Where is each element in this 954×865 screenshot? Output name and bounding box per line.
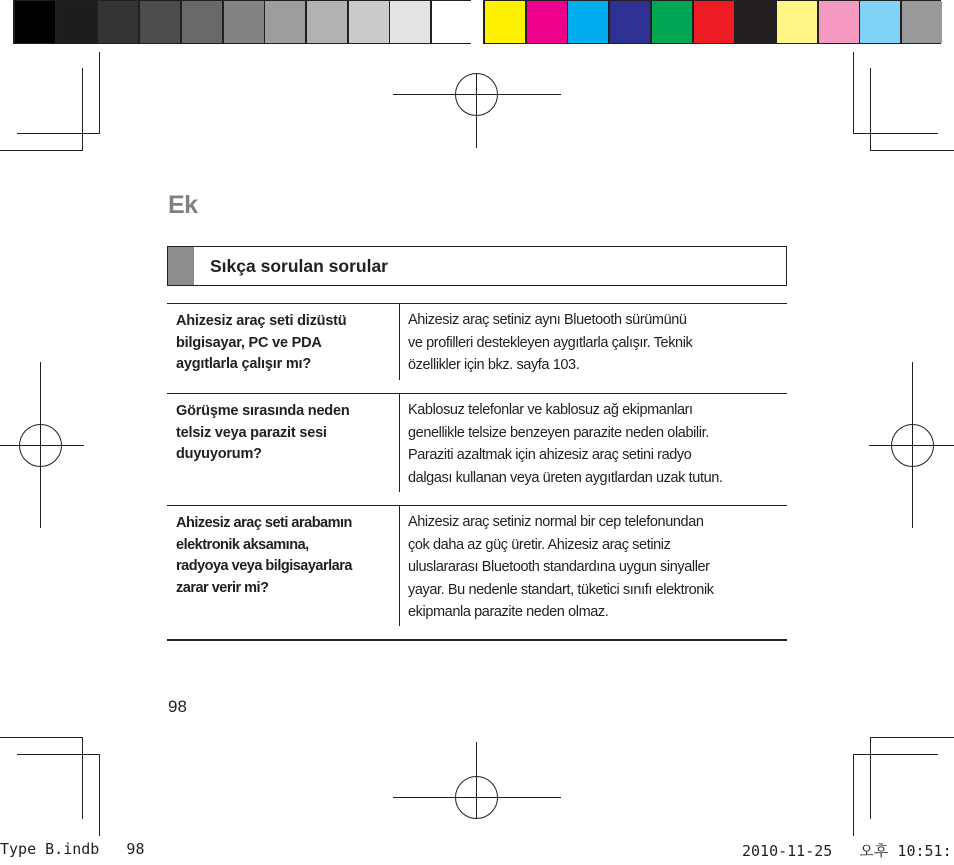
crop-mark bbox=[870, 150, 954, 151]
color-swatch bbox=[432, 1, 472, 43]
table-row bbox=[167, 304, 787, 393]
crop-mark bbox=[870, 737, 954, 738]
page-title: Ek bbox=[168, 191, 198, 219]
color-swatch bbox=[568, 1, 608, 43]
crop-mark bbox=[870, 68, 871, 151]
color-swatch bbox=[307, 1, 347, 43]
color-swatch bbox=[224, 1, 264, 43]
color-swatch bbox=[735, 1, 775, 43]
crop-mark bbox=[17, 133, 100, 134]
color-swatch bbox=[182, 1, 222, 43]
color-swatch bbox=[57, 1, 97, 43]
section-tab-marker bbox=[168, 247, 194, 285]
crop-mark bbox=[17, 754, 100, 755]
faq-table bbox=[167, 303, 787, 641]
color-swatch bbox=[860, 1, 900, 43]
color-swatch bbox=[527, 1, 567, 43]
crop-mark bbox=[853, 52, 854, 134]
crop-mark bbox=[0, 150, 83, 151]
crop-mark bbox=[853, 754, 938, 755]
section-header bbox=[167, 246, 787, 286]
crop-mark bbox=[99, 52, 100, 134]
color-swatch bbox=[140, 1, 180, 43]
color-swatch bbox=[15, 1, 55, 43]
faq-question: Ahizesiz araç seti dizüstü bilgisayar, PC ve PDA aygıtlarla çalışır mı? bbox=[167, 304, 400, 380]
crop-mark bbox=[82, 68, 83, 151]
color-swatch bbox=[485, 1, 525, 43]
table-row bbox=[167, 505, 787, 639]
color-calibration-bar bbox=[483, 0, 941, 44]
color-swatch bbox=[902, 1, 942, 43]
table-row bbox=[167, 393, 787, 505]
faq-question: Ahizesiz araç seti arabamın elektronik aksamına, radyoya veya bilgisayarlara zarar verir mi? bbox=[167, 506, 400, 626]
color-swatch bbox=[349, 1, 389, 43]
faq-answer: Ahizesiz araç setiniz normal bir cep telefonundan çok daha az güç üretir. Ahizesiz araç setiniz uluslararası Bluetooth standardına uygun sinyaller yayar. Bu nedenle standart, tüketici sınıfı elektronik ekipmanla parazite neden olmaz. bbox=[408, 514, 714, 620]
faq-question: Görüşme sırasında neden telsiz veya parazit sesi duyuyorum? bbox=[167, 394, 400, 492]
crop-mark bbox=[853, 754, 854, 836]
color-swatch bbox=[265, 1, 305, 43]
grayscale-bar bbox=[13, 0, 471, 44]
color-swatch bbox=[98, 1, 138, 43]
crop-mark bbox=[853, 133, 938, 134]
slug-file-info: Type B.indb 98 bbox=[0, 840, 145, 858]
color-swatch bbox=[652, 1, 692, 43]
page-number: 98 bbox=[168, 697, 187, 716]
faq-answer: Ahizesiz araç setiniz aynı Bluetooth sürümünü ve profilleri destekleyen aygıtlarla çalışır. Teknik özellikler için bkz. sayfa 103. bbox=[408, 312, 693, 373]
crop-mark bbox=[99, 754, 100, 836]
color-swatch bbox=[610, 1, 650, 43]
slug-date-info: 2010-11-25 오후 10:51: bbox=[742, 842, 952, 860]
crop-mark bbox=[870, 737, 871, 819]
color-swatch bbox=[694, 1, 734, 43]
faq-answer: Kablosuz telefonlar ve kablosuz ağ ekipmanları genellikle telsize benzeyen parazite neden olabilir. Paraziti azaltmak için ahizesiz araç setini radyo dalgası kullanan veya üreten aygıtlardan uzak tutun. bbox=[408, 402, 723, 486]
color-swatch bbox=[777, 1, 817, 43]
crop-mark bbox=[82, 737, 83, 819]
color-swatch bbox=[390, 1, 430, 43]
color-swatch bbox=[819, 1, 859, 43]
section-title: Sıkça sorulan sorular bbox=[210, 256, 388, 276]
crop-mark bbox=[0, 737, 83, 738]
